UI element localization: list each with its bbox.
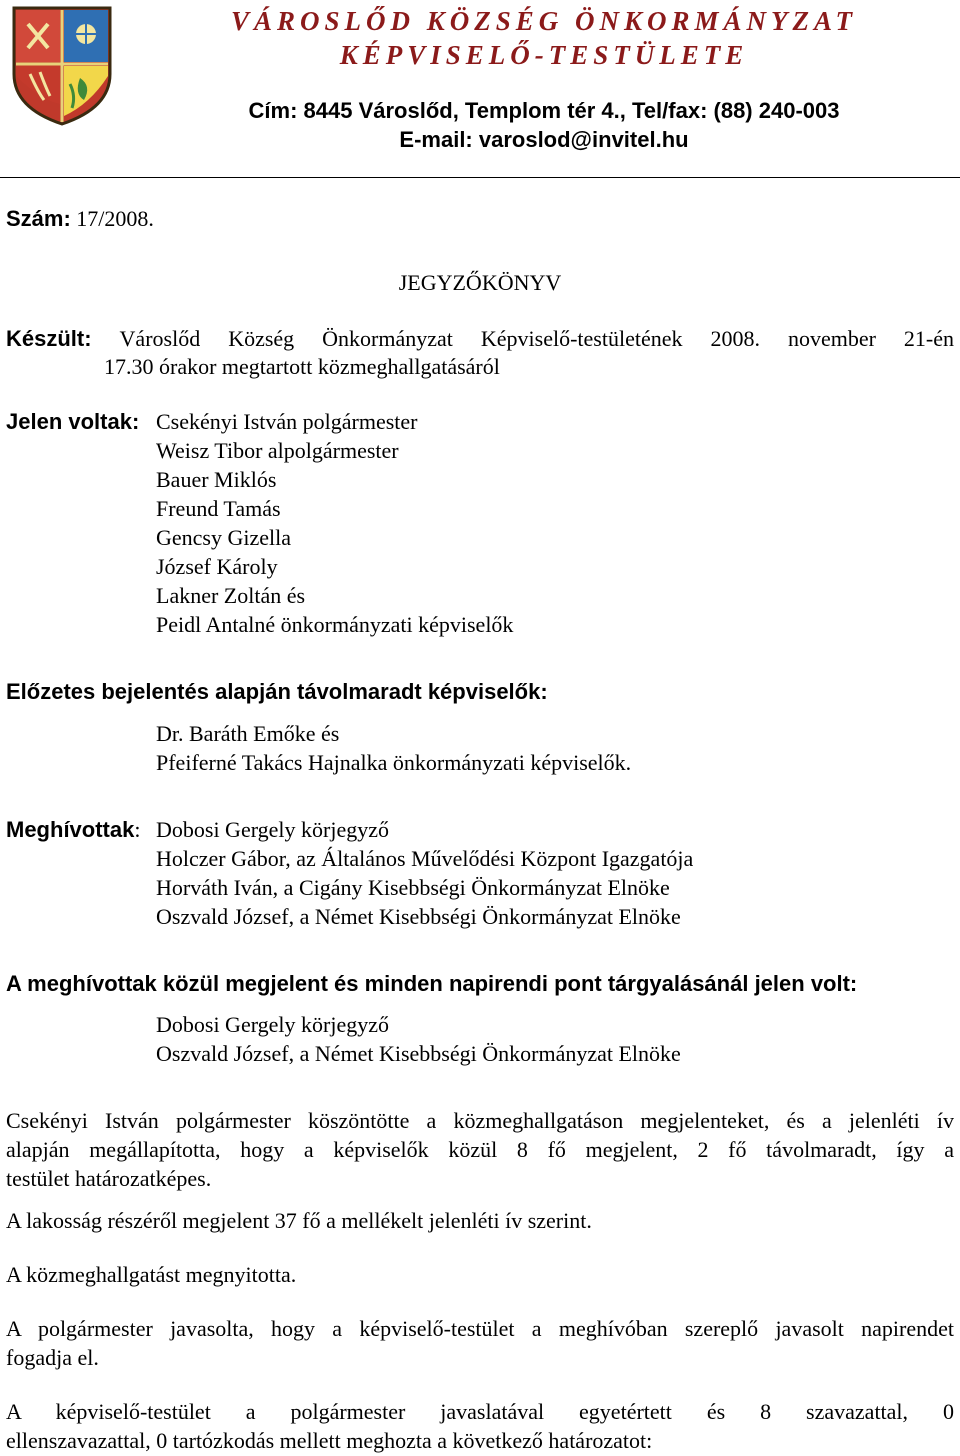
invited-label: Meghívottak	[6, 817, 135, 842]
paragraph-line: testület határozatképes.	[6, 1166, 212, 1191]
paragraph-line: ellenszavazattal, 0 tartózkodás mellett meghozta a következő határozatot:	[6, 1428, 653, 1453]
council-body-name: KÉPVISELŐ-TESTÜLETE	[339, 40, 749, 70]
invited-name: Oszvald József, a Német Kisebbségi Önkormányzat Elnöke	[156, 904, 681, 929]
attended-label: A meghívottak közül megjelent és minden napirendi pont tárgyalásánál jelen volt:	[6, 971, 858, 996]
council-name: VÁROSLŐD KÖZSÉG ÖNKORMÁNYZAT	[230, 6, 858, 36]
header-divider	[0, 177, 960, 178]
invited-label-group	[6, 815, 140, 844]
paragraph-line: Csekényi István polgármester köszöntötte a közmeghallgatáson megjelenteket, és a jelenléti ív	[6, 1108, 954, 1133]
made-word: 21-én	[903, 326, 954, 351]
document-title: JEGYZŐKÖNYV	[398, 270, 562, 295]
present-name: Gencsy Gizella	[156, 525, 291, 550]
invited-name: Dobosi Gergely körjegyző	[156, 817, 389, 842]
made-word: Község	[228, 326, 295, 351]
made-label: Készült:	[6, 326, 92, 351]
made-word: 2008.	[710, 326, 760, 351]
present-name: Peidl Antalné önkormányzati képviselők	[156, 612, 514, 637]
present-name: Lakner Zoltán és	[156, 583, 306, 608]
absent-label: Előzetes bejelentés alapján távolmaradt képviselők:	[6, 679, 548, 704]
absent-name: Dr. Baráth Emőke és	[156, 721, 340, 746]
made-line-2: 17.30 órakor megtartott közmeghallgatásáról	[104, 354, 500, 379]
paragraph: A közmeghallgatást megnyitotta.	[6, 1262, 297, 1287]
present-name: Csekényi István polgármester	[156, 409, 418, 434]
invited-colon: :	[134, 817, 141, 842]
present-name: Weisz Tibor alpolgármester	[156, 438, 399, 463]
email-line: E-mail: varoslod@invitel.hu	[399, 127, 689, 152]
paragraph-line: A képviselő-testület a polgármester javaslatával egyetértett és 8 szavazattal, 0	[6, 1399, 954, 1424]
invited-name: Horváth Iván, a Cigány Kisebbségi Önkormányzat Elnöke	[156, 875, 670, 900]
invited-name: Holczer Gábor, az Általános Művelődési Központ Igazgatója	[156, 846, 694, 871]
made-word: Városlőd	[119, 326, 201, 351]
present-name: József Károly	[156, 554, 278, 579]
number-value: 17/2008.	[70, 206, 154, 231]
paragraph: A lakosság részéről megjelent 37 fő a mellékelt jelenléti ív szerint.	[6, 1208, 592, 1233]
document-number	[6, 204, 154, 233]
present-name: Bauer Miklós	[156, 467, 277, 492]
present-label: Jelen voltak:	[6, 409, 140, 434]
absent-name: Pfeiferné Takács Hajnalka önkormányzati képviselők.	[156, 750, 632, 775]
attended-name: Oszvald József, a Német Kisebbségi Önkormányzat Elnöke	[156, 1041, 681, 1066]
made-word: november	[787, 326, 876, 351]
paragraph-line: fogadja el.	[6, 1345, 99, 1370]
made-line-1	[6, 324, 954, 353]
present-name: Freund Tamás	[156, 496, 281, 521]
address-line: Cím: 8445 Városlőd, Templom tér 4., Tel/fax: (88) 240-003	[248, 98, 840, 123]
number-label: Szám:	[6, 206, 71, 231]
paragraph-line: alapján megállapította, hogy a képviselők közül 8 fő megjelent, 2 fő távolmaradt, így a	[6, 1137, 954, 1162]
made-word: Önkormányzat	[322, 326, 453, 351]
attended-name: Dobosi Gergely körjegyző	[156, 1012, 389, 1037]
paragraph-line: A polgármester javasolta, hogy a képviselő-testület a meghívóban szereplő javasolt napirendet	[6, 1316, 954, 1341]
coat-of-arms-icon	[10, 4, 114, 128]
made-word: Képviselő-testületének	[480, 326, 683, 351]
